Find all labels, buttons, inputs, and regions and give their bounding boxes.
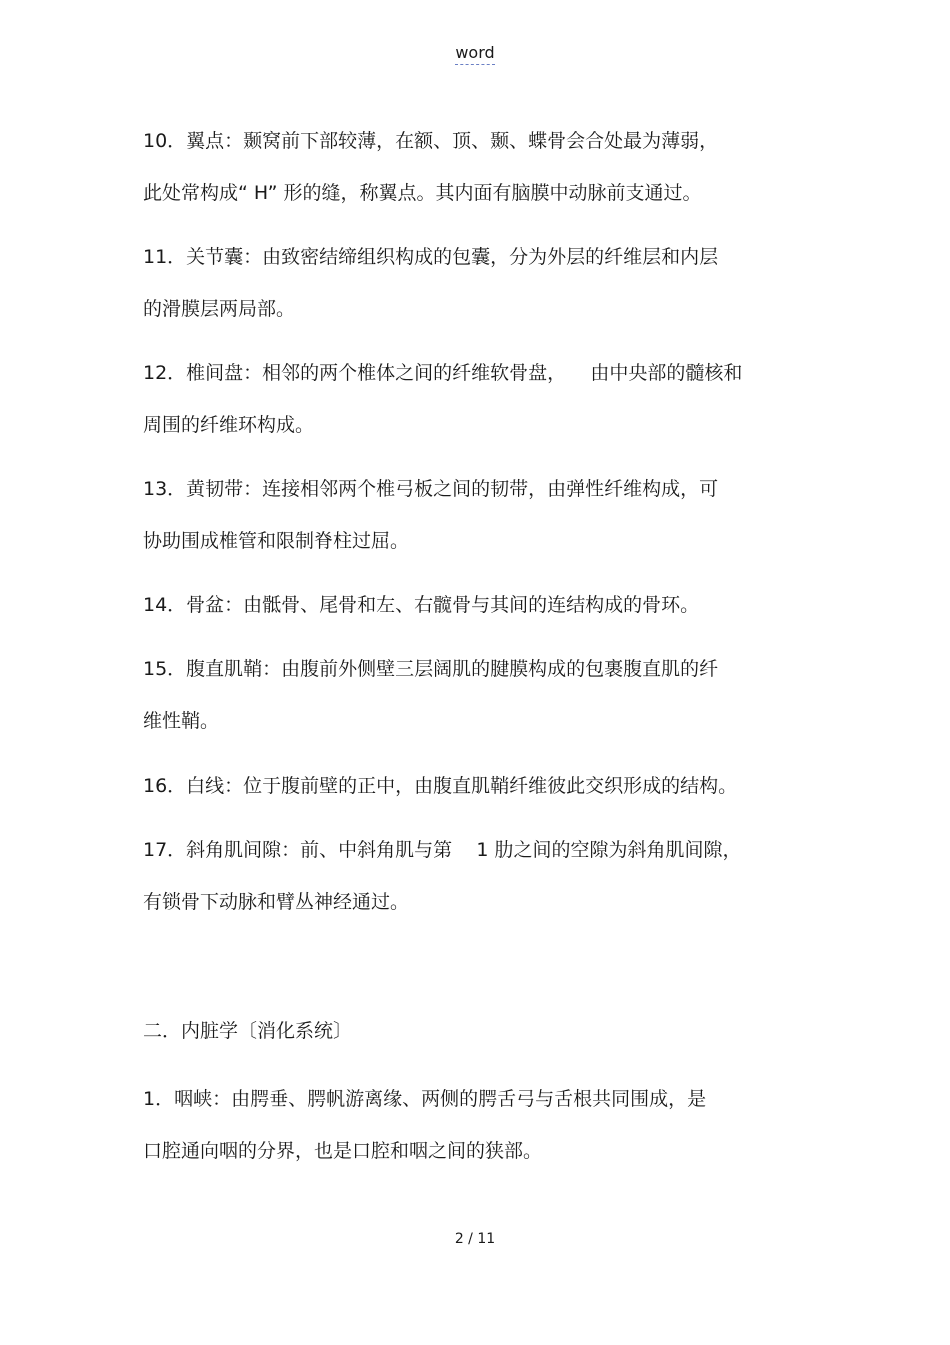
- text-line: 1．咽峡：由腭垂、腭帆游离缘、两侧的腭舌弓与舌根共同围成，是: [143, 1088, 707, 1110]
- text-line: 协助围成椎管和限制脊柱过屈。: [143, 530, 410, 552]
- text-line: 维性鞘。: [143, 710, 220, 732]
- text-line: 14．骨盆：由骶骨、尾骨和左、右髋骨与其间的连结构成的骨环。: [143, 594, 700, 616]
- section-heading: 二．内脏学〔消化系统〕: [143, 1020, 353, 1042]
- text-line: 12．椎间盘：相邻的两个椎体之间的纤维软骨盘， 由中央部的髓核和: [143, 362, 743, 384]
- text-line: 口腔通向咽的分界，也是口腔和咽之间的狭部。: [143, 1140, 543, 1162]
- text-line: 11．关节囊：由致密结缔组织构成的包囊，分为外层的纤维层和内层: [143, 246, 719, 268]
- text-line: 有锁骨下动脉和臂丛神经通过。: [143, 891, 410, 913]
- text-line: 的滑膜层两局部。: [143, 298, 296, 320]
- text-line: 16．白线：位于腹前壁的正中，由腹直肌鞘纤维彼此交织形成的结构。: [143, 775, 738, 797]
- text-line: 此处常构成“ H” 形的缝，称翼点。其内面有脑膜中动脉前支通过。: [143, 182, 702, 204]
- header-title: word: [455, 43, 494, 65]
- page-number: 2 / 11: [454, 1231, 496, 1247]
- text-line: 周围的纤维环构成。: [143, 414, 315, 436]
- text-line: 13．黄韧带：连接相邻两个椎弓板之间的韧带，由弹性纤维构成，可: [143, 478, 719, 500]
- page-header: [0, 43, 950, 65]
- text-line: 17．斜角肌间隙：前、中斜角肌与第 1 肋之间的空隙为斜角肌间隙，: [143, 839, 742, 861]
- text-line: 15．腹直肌鞘：由腹前外侧壁三层阔肌的腱膜构成的包裹腹直肌的纤: [143, 658, 719, 680]
- text-line: 10．翼点：颞窝前下部较薄，在额、顶、颞、蝶骨会合处最为薄弱，: [143, 130, 719, 152]
